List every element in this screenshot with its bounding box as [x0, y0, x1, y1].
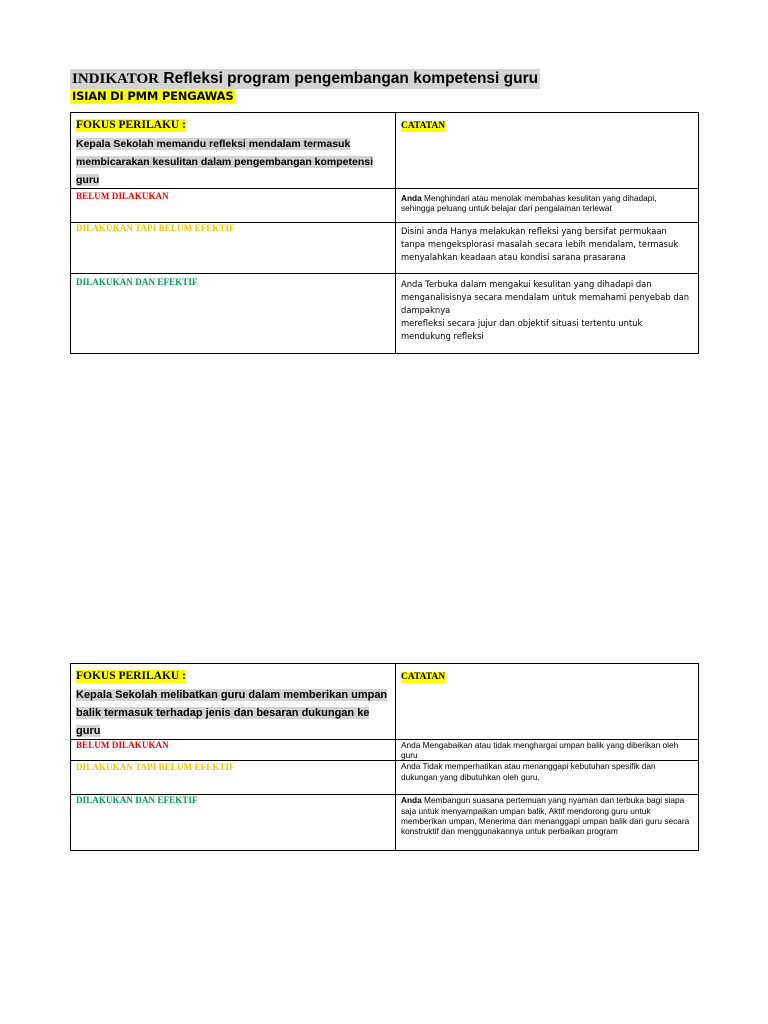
level-dilakukan-efektif: DILAKUKAN DAN EFEKTIF: [76, 795, 198, 806]
fokus-row: [71, 113, 699, 189]
catatan-label: CATATAN: [401, 672, 446, 682]
level-row-tapi-belum: [71, 761, 699, 795]
desc-belum: Anda Menghindari atau menolak membahas kesulitan yang dihadapi, sehingga peluang untuk belajar dari pengalaman terlewat: [401, 193, 657, 214]
fokus-text: Kepala Sekolah memandu refleksi mendalam termasuk membicarakan kesulitan dalam pengembangan kompetensi guru: [76, 138, 374, 186]
level-belum-dilakukan: BELUM DILAKUKAN: [76, 740, 169, 750]
catatan-cell: [396, 664, 699, 740]
rubric-table-1: [70, 112, 699, 354]
fokus-row: [71, 664, 699, 740]
title-prefix: INDIKATOR: [72, 71, 159, 87]
desc-efektif: Anda Terbuka dalam mengakui kesulitan yang dihadapi dan menganalisisnya secara mendalam untuk memahami penyebab dan dampaknya: [401, 279, 690, 315]
level-row-efektif: [71, 795, 699, 851]
desc-belum: Anda Mengabaikan atau tidak menghargai umpan balik yang diberikan oleh guru: [401, 740, 679, 761]
desc-tapi-belum: Anda Tidak memperhatikan atau menanggapi kebutuhan spesifik dan dukungan yang dibutuhkan oleh guru.: [401, 761, 656, 782]
fokus-label: FOKUS PERILAKU :: [76, 119, 186, 131]
page-title: [70, 69, 540, 89]
title-main: Refleksi program pengembangan kompetensi guru: [163, 70, 539, 87]
desc-efektif-2: merefleksi secara jujur dan objektif situasi tertentu untuk mendukung refleksi: [401, 318, 643, 341]
level-tapi-belum-efektif: DILAKUKAN TAPI BELUM EFEKTIF: [76, 223, 235, 233]
level-row-tapi-belum: [71, 223, 699, 274]
level-row-belum: [71, 740, 699, 761]
fokus-cell: [71, 664, 396, 740]
level-tapi-belum-efektif: DILAKUKAN TAPI BELUM EFEKTIF: [76, 762, 235, 773]
desc-efektif: Anda Membangun suasana pertemuan yang nyaman dan terbuka bagi siapa saja untuk menyampaikan umpan balik, Aktif mendorong guru untuk memberikan umpan, Menerima dan menanggapi umpan balik dari guru secara konstruktif dan menggunakannya untuk perbaikan program: [401, 795, 690, 837]
fokus-cell: [71, 113, 396, 189]
fokus-text: Kepala Sekolah melibatkan guru dalam memberikan umpan balik termasuk terhadap jenis dan besaran dukungan ke guru: [76, 689, 388, 737]
rubric-table-2: [70, 663, 699, 851]
level-belum-dilakukan: BELUM DILAKUKAN: [76, 191, 169, 201]
catatan-cell: [396, 113, 699, 189]
fokus-label: FOKUS PERILAKU :: [76, 670, 186, 682]
desc-tapi-belum: Disini anda Hanya melakukan refleksi yang bersifat permukaan tanpa mengeksplorasi masalah secara lebih mendalam, termasuk menyalahkan keadaan atau kondisi sarana prasarana: [401, 226, 679, 262]
catatan-label: CATATAN: [401, 121, 446, 131]
level-row-efektif: [71, 274, 699, 354]
level-dilakukan-efektif: DILAKUKAN DAN EFEKTIF: [76, 277, 198, 287]
level-row-belum: [71, 189, 699, 223]
page-subtitle: ISIAN DI PMM PENGAWAS: [72, 89, 234, 103]
